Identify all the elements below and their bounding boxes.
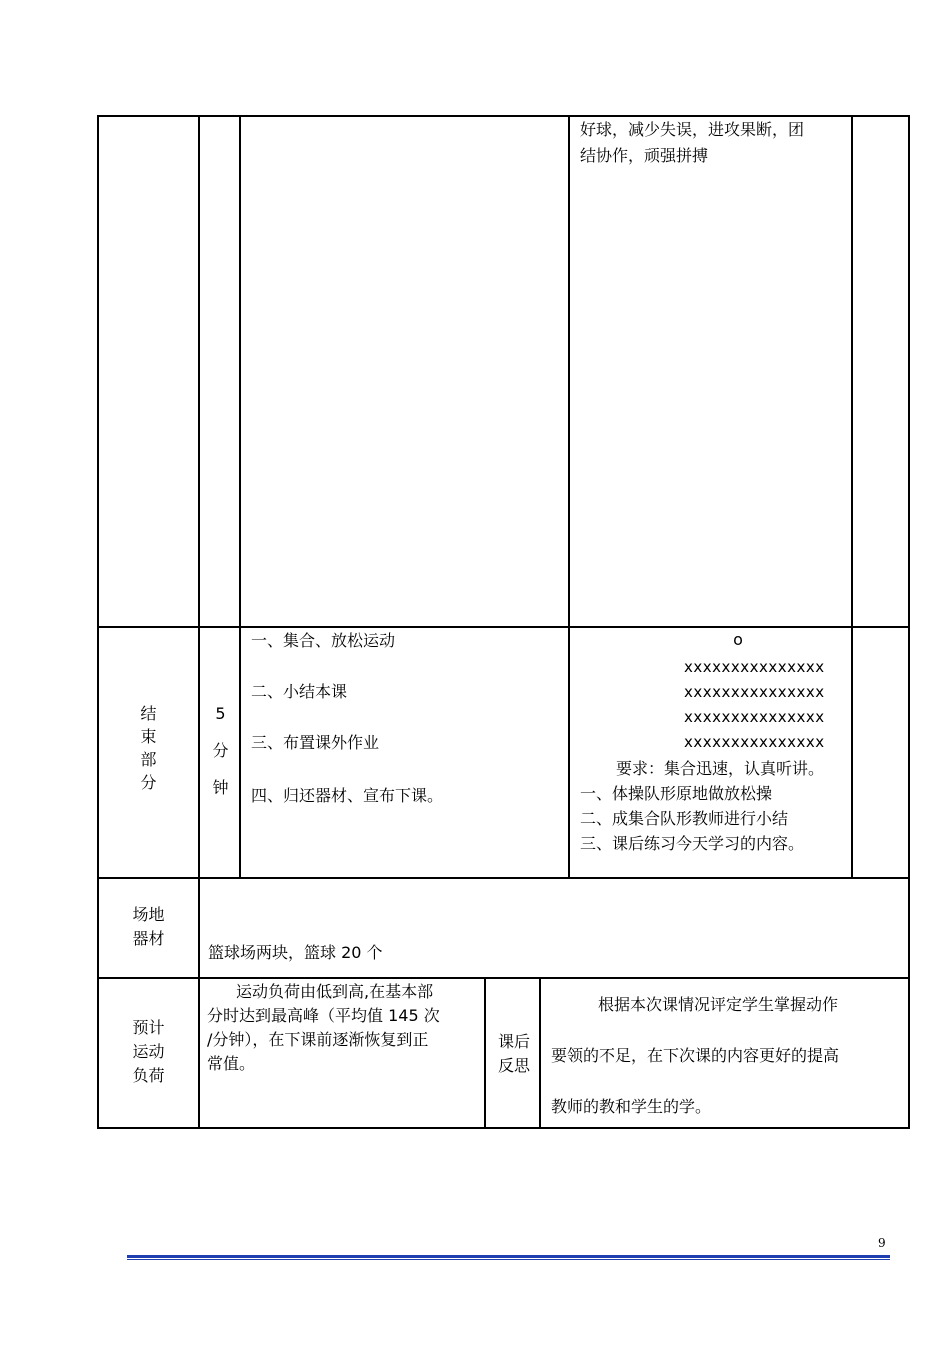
teacher-position: o (733, 630, 743, 649)
requirement-line: 结协作，顽强拼搏 (580, 146, 709, 165)
formation-row: xxxxxxxxxxxxxxx (684, 658, 825, 676)
reflection-line: 要领的不足，在下次课的内容更好的提高 (551, 1046, 840, 1065)
footer-rule (127, 1255, 890, 1258)
footer-rule-thin (127, 1259, 890, 1260)
step-item: 一、体操队形原地做放松操 (580, 784, 773, 803)
formation-row: xxxxxxxxxxxxxxx (684, 708, 825, 726)
step-item: 三、课后练习今天学习的内容。 (580, 834, 805, 853)
table-border-right (908, 115, 910, 1129)
content-item: 二、小结本课 (251, 682, 348, 701)
table-border-left (97, 115, 99, 1129)
venue-content: 篮球场两块，篮球 20 个 (208, 943, 383, 962)
content-item: 四、归还器材、宣布下课。 (251, 786, 444, 805)
formation-row: xxxxxxxxxxxxxxx (684, 683, 825, 701)
row-divider (97, 877, 910, 879)
row-divider (97, 977, 910, 979)
load-content-line: 常值。 (207, 1054, 256, 1073)
content-item: 三、布置课外作业 (251, 733, 380, 752)
table-border-bottom (97, 1127, 910, 1129)
section-label-end: 结 束 部 分 (140, 704, 157, 792)
venue-label: 场地 器材 (132, 905, 165, 948)
time-label: 5 分 钟 (212, 704, 229, 797)
lesson-plan-table (97, 115, 910, 1129)
page-number: 9 (878, 1236, 886, 1250)
col-divider (568, 115, 570, 879)
load-content-line: 运动负荷由低到高,在基本部 (236, 982, 434, 1001)
col-divider (851, 115, 853, 879)
load-content-line: 分时达到最高峰（平均值 145 次 (207, 1006, 440, 1025)
reflection-line: 根据本次课情况评定学生掌握动作 (598, 995, 839, 1014)
content-item: 一、集合、放松运动 (251, 631, 396, 650)
load-label: 预计 运动 负荷 (132, 1018, 165, 1085)
col-divider (198, 115, 200, 1129)
requirement-line: 好球，减少失误，进攻果断，团 (580, 120, 805, 139)
row-divider (97, 626, 910, 628)
formation-row: xxxxxxxxxxxxxxx (684, 733, 825, 751)
load-content-line: /分钟），在下课前逐渐恢复到正 (207, 1030, 429, 1049)
step-item: 二、成集合队形教师进行小结 (580, 809, 789, 828)
requirement-text: 要求：集合迅速，认真听讲。 (616, 759, 825, 778)
reflection-label: 课后 反思 (497, 1032, 530, 1075)
reflection-line: 教师的教和学生的学。 (551, 1097, 712, 1116)
